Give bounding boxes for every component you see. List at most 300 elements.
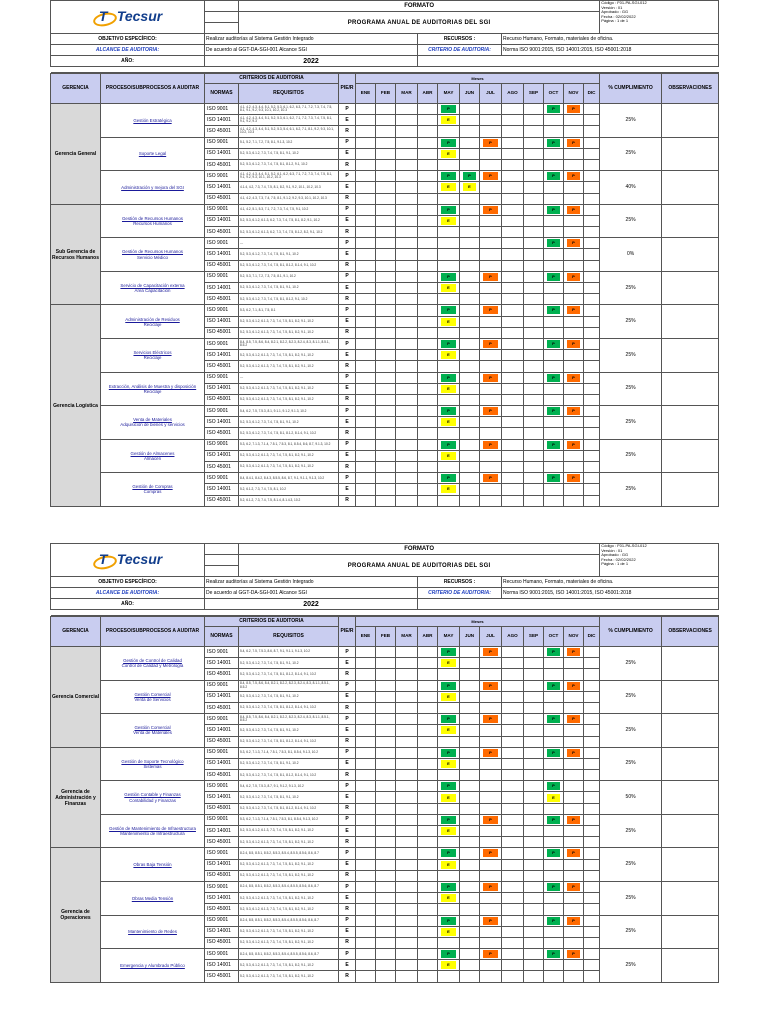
schedule-cell-ene[interactable]	[356, 260, 376, 271]
schedule-cell-ago[interactable]	[502, 658, 524, 669]
schedule-cell-may[interactable]: E	[438, 758, 460, 769]
schedule-cell-dic[interactable]	[584, 736, 600, 747]
schedule-cell-jun[interactable]	[460, 406, 480, 417]
schedule-cell-oct[interactable]	[544, 859, 564, 870]
schedule-cell-may[interactable]: P	[438, 949, 460, 960]
schedule-cell-ene[interactable]	[356, 881, 376, 892]
schedule-cell-dic[interactable]	[584, 227, 600, 238]
schedule-cell-ene[interactable]	[356, 781, 376, 792]
schedule-cell-sep[interactable]	[524, 870, 544, 881]
schedule-cell-jul[interactable]	[480, 428, 502, 439]
schedule-cell-feb[interactable]	[376, 137, 396, 148]
schedule-cell-jul[interactable]	[480, 316, 502, 327]
schedule-cell-may[interactable]: P	[438, 104, 460, 115]
schedule-cell-jun[interactable]	[460, 736, 480, 747]
schedule-cell-abr[interactable]	[418, 260, 438, 271]
schedule-cell-sep[interactable]	[524, 747, 544, 758]
process-link[interactable]: Gestión de Control de Calidad Control de Calidad y Metrología	[101, 647, 205, 681]
schedule-cell-abr[interactable]	[418, 881, 438, 892]
schedule-cell-nov[interactable]: P	[564, 204, 584, 215]
process-link[interactable]: Mantenimiento de Redes	[101, 915, 205, 949]
schedule-cell-abr[interactable]	[418, 383, 438, 394]
schedule-cell-may[interactable]: P	[438, 305, 460, 316]
schedule-cell-dic[interactable]	[584, 680, 600, 691]
schedule-cell-feb[interactable]	[376, 870, 396, 881]
schedule-cell-ene[interactable]	[356, 372, 376, 383]
schedule-cell-nov[interactable]	[564, 327, 584, 338]
schedule-cell-nov[interactable]	[564, 758, 584, 769]
schedule-cell-jun[interactable]	[460, 193, 480, 204]
observations-cell[interactable]	[662, 406, 719, 440]
schedule-cell-dic[interactable]	[584, 182, 600, 193]
process-link[interactable]: Gestión de Soporte Tecnológico Sistemas	[101, 747, 205, 781]
schedule-cell-jul[interactable]	[480, 383, 502, 394]
schedule-cell-may[interactable]: E	[438, 417, 460, 428]
schedule-cell-ene[interactable]	[356, 115, 376, 126]
schedule-cell-dic[interactable]	[584, 770, 600, 781]
schedule-cell-ago[interactable]	[502, 960, 524, 971]
schedule-cell-feb[interactable]	[376, 725, 396, 736]
schedule-cell-abr[interactable]	[418, 837, 438, 848]
schedule-cell-may[interactable]: E	[438, 960, 460, 971]
schedule-cell-ago[interactable]	[502, 171, 524, 182]
schedule-cell-feb[interactable]	[376, 316, 396, 327]
schedule-cell-jun[interactable]	[460, 428, 480, 439]
schedule-cell-may[interactable]: P	[438, 781, 460, 792]
schedule-cell-mar[interactable]	[396, 736, 418, 747]
schedule-cell-ene[interactable]	[356, 647, 376, 658]
schedule-cell-oct[interactable]: E	[544, 792, 564, 803]
schedule-cell-feb[interactable]	[376, 104, 396, 115]
schedule-cell-jul[interactable]: P	[480, 305, 502, 316]
schedule-cell-ago[interactable]	[502, 305, 524, 316]
schedule-cell-jun[interactable]	[460, 104, 480, 115]
schedule-cell-abr[interactable]	[418, 115, 438, 126]
schedule-cell-dic[interactable]	[584, 904, 600, 915]
schedule-cell-ago[interactable]	[502, 406, 524, 417]
schedule-cell-jul[interactable]	[480, 904, 502, 915]
schedule-cell-nov[interactable]	[564, 462, 584, 473]
schedule-cell-ene[interactable]	[356, 283, 376, 294]
schedule-cell-feb[interactable]	[376, 926, 396, 937]
schedule-cell-may[interactable]: E	[438, 350, 460, 361]
schedule-cell-feb[interactable]	[376, 859, 396, 870]
observations-cell[interactable]	[662, 473, 719, 507]
schedule-cell-ago[interactable]	[502, 747, 524, 758]
schedule-cell-may[interactable]: E	[438, 316, 460, 327]
schedule-cell-sep[interactable]	[524, 473, 544, 484]
schedule-cell-may[interactable]: P	[438, 814, 460, 825]
schedule-cell-may[interactable]	[438, 870, 460, 881]
schedule-cell-abr[interactable]	[418, 193, 438, 204]
schedule-cell-jul[interactable]: P	[480, 647, 502, 658]
schedule-cell-jun[interactable]	[460, 294, 480, 305]
schedule-cell-sep[interactable]	[524, 294, 544, 305]
schedule-cell-may[interactable]	[438, 394, 460, 405]
schedule-cell-abr[interactable]	[418, 680, 438, 691]
schedule-cell-nov[interactable]: P	[564, 104, 584, 115]
schedule-cell-nov[interactable]	[564, 736, 584, 747]
schedule-cell-may[interactable]: P	[438, 406, 460, 417]
schedule-cell-may[interactable]: P	[438, 204, 460, 215]
schedule-cell-sep[interactable]	[524, 803, 544, 814]
schedule-cell-ene[interactable]	[356, 204, 376, 215]
schedule-cell-jun[interactable]	[460, 450, 480, 461]
schedule-cell-jul[interactable]	[480, 350, 502, 361]
schedule-cell-oct[interactable]	[544, 260, 564, 271]
schedule-cell-oct[interactable]	[544, 736, 564, 747]
schedule-cell-nov[interactable]: P	[564, 305, 584, 316]
schedule-cell-ene[interactable]	[356, 450, 376, 461]
schedule-cell-dic[interactable]	[584, 781, 600, 792]
schedule-cell-dic[interactable]	[584, 417, 600, 428]
schedule-cell-may[interactable]: E	[438, 215, 460, 226]
schedule-cell-nov[interactable]: P	[564, 171, 584, 182]
schedule-cell-feb[interactable]	[376, 770, 396, 781]
process-link[interactable]: Venta de Materiales Adquisición de bienes y servicios	[101, 406, 205, 440]
schedule-cell-may[interactable]	[438, 227, 460, 238]
process-link[interactable]: Gestión de Mantenimiento de Infraestructura Mantenimiento de Infraestructura	[101, 814, 205, 848]
schedule-cell-dic[interactable]	[584, 484, 600, 495]
schedule-cell-oct[interactable]	[544, 758, 564, 769]
schedule-cell-oct[interactable]	[544, 658, 564, 669]
schedule-cell-jun[interactable]	[460, 361, 480, 372]
schedule-cell-dic[interactable]	[584, 115, 600, 126]
schedule-cell-ago[interactable]	[502, 361, 524, 372]
schedule-cell-jun[interactable]	[460, 937, 480, 948]
schedule-cell-jun[interactable]	[460, 316, 480, 327]
schedule-cell-may[interactable]: P	[438, 714, 460, 725]
schedule-cell-oct[interactable]: P	[544, 238, 564, 249]
schedule-cell-oct[interactable]	[544, 115, 564, 126]
schedule-cell-feb[interactable]	[376, 971, 396, 982]
schedule-cell-sep[interactable]	[524, 960, 544, 971]
schedule-cell-mar[interactable]	[396, 702, 418, 713]
schedule-cell-may[interactable]	[438, 904, 460, 915]
schedule-cell-abr[interactable]	[418, 294, 438, 305]
schedule-cell-ago[interactable]	[502, 383, 524, 394]
schedule-cell-ene[interactable]	[356, 137, 376, 148]
schedule-cell-dic[interactable]	[584, 826, 600, 837]
schedule-cell-jun[interactable]	[460, 747, 480, 758]
schedule-cell-oct[interactable]	[544, 937, 564, 948]
schedule-cell-may[interactable]: E	[438, 148, 460, 159]
schedule-cell-mar[interactable]	[396, 881, 418, 892]
schedule-cell-jun[interactable]	[460, 870, 480, 881]
schedule-cell-dic[interactable]	[584, 171, 600, 182]
schedule-cell-ene[interactable]	[356, 417, 376, 428]
schedule-cell-sep[interactable]	[524, 338, 544, 349]
schedule-cell-nov[interactable]	[564, 316, 584, 327]
schedule-cell-feb[interactable]	[376, 115, 396, 126]
schedule-cell-mar[interactable]	[396, 338, 418, 349]
schedule-cell-oct[interactable]	[544, 227, 564, 238]
schedule-cell-abr[interactable]	[418, 171, 438, 182]
schedule-cell-dic[interactable]	[584, 848, 600, 859]
schedule-cell-feb[interactable]	[376, 714, 396, 725]
schedule-cell-feb[interactable]	[376, 792, 396, 803]
schedule-cell-nov[interactable]	[564, 691, 584, 702]
schedule-cell-dic[interactable]	[584, 283, 600, 294]
schedule-cell-jun[interactable]	[460, 658, 480, 669]
schedule-cell-mar[interactable]	[396, 826, 418, 837]
schedule-cell-jun[interactable]	[460, 826, 480, 837]
schedule-cell-jul[interactable]	[480, 361, 502, 372]
schedule-cell-jun[interactable]	[460, 115, 480, 126]
schedule-cell-jul[interactable]: P	[480, 171, 502, 182]
schedule-cell-abr[interactable]	[418, 417, 438, 428]
schedule-cell-abr[interactable]	[418, 283, 438, 294]
schedule-cell-jun[interactable]	[460, 770, 480, 781]
schedule-cell-feb[interactable]	[376, 305, 396, 316]
schedule-cell-dic[interactable]	[584, 450, 600, 461]
schedule-cell-jun[interactable]	[460, 338, 480, 349]
schedule-cell-jun[interactable]	[460, 814, 480, 825]
schedule-cell-mar[interactable]	[396, 680, 418, 691]
schedule-cell-ago[interactable]	[502, 859, 524, 870]
schedule-cell-feb[interactable]	[376, 904, 396, 915]
schedule-cell-jul[interactable]	[480, 495, 502, 506]
schedule-cell-jul[interactable]: P	[480, 881, 502, 892]
schedule-cell-ene[interactable]	[356, 770, 376, 781]
schedule-cell-jun[interactable]	[460, 792, 480, 803]
schedule-cell-ago[interactable]	[502, 316, 524, 327]
schedule-cell-dic[interactable]	[584, 859, 600, 870]
schedule-cell-jul[interactable]	[480, 227, 502, 238]
schedule-cell-abr[interactable]	[418, 473, 438, 484]
schedule-cell-jun[interactable]	[460, 960, 480, 971]
schedule-cell-mar[interactable]	[396, 814, 418, 825]
schedule-cell-mar[interactable]	[396, 283, 418, 294]
schedule-cell-nov[interactable]	[564, 702, 584, 713]
schedule-cell-sep[interactable]	[524, 462, 544, 473]
schedule-cell-nov[interactable]	[564, 394, 584, 405]
schedule-cell-ago[interactable]	[502, 893, 524, 904]
schedule-cell-feb[interactable]	[376, 881, 396, 892]
schedule-cell-jul[interactable]	[480, 937, 502, 948]
schedule-cell-jul[interactable]: P	[480, 814, 502, 825]
schedule-cell-jun[interactable]	[460, 148, 480, 159]
schedule-cell-ago[interactable]	[502, 338, 524, 349]
schedule-cell-jul[interactable]	[480, 702, 502, 713]
schedule-cell-jul[interactable]	[480, 126, 502, 137]
schedule-cell-mar[interactable]	[396, 837, 418, 848]
schedule-cell-abr[interactable]	[418, 148, 438, 159]
schedule-cell-sep[interactable]	[524, 881, 544, 892]
schedule-cell-abr[interactable]	[418, 826, 438, 837]
schedule-cell-ene[interactable]	[356, 859, 376, 870]
schedule-cell-nov[interactable]	[564, 428, 584, 439]
schedule-cell-jul[interactable]	[480, 837, 502, 848]
schedule-cell-sep[interactable]	[524, 148, 544, 159]
schedule-cell-feb[interactable]	[376, 658, 396, 669]
schedule-cell-abr[interactable]	[418, 271, 438, 282]
schedule-cell-abr[interactable]	[418, 814, 438, 825]
schedule-cell-dic[interactable]	[584, 271, 600, 282]
schedule-cell-dic[interactable]	[584, 669, 600, 680]
schedule-cell-feb[interactable]	[376, 417, 396, 428]
schedule-cell-mar[interactable]	[396, 893, 418, 904]
schedule-cell-ene[interactable]	[356, 361, 376, 372]
schedule-cell-mar[interactable]	[396, 361, 418, 372]
schedule-cell-sep[interactable]	[524, 691, 544, 702]
process-link[interactable]: Gestión Estratégica	[101, 104, 205, 138]
schedule-cell-mar[interactable]	[396, 204, 418, 215]
schedule-cell-abr[interactable]	[418, 338, 438, 349]
schedule-cell-oct[interactable]: P	[544, 680, 564, 691]
schedule-cell-nov[interactable]: P	[564, 338, 584, 349]
schedule-cell-ago[interactable]	[502, 837, 524, 848]
schedule-cell-sep[interactable]	[524, 680, 544, 691]
schedule-cell-jul[interactable]: P	[480, 439, 502, 450]
schedule-cell-feb[interactable]	[376, 462, 396, 473]
schedule-cell-feb[interactable]	[376, 473, 396, 484]
schedule-cell-jul[interactable]	[480, 115, 502, 126]
schedule-cell-sep[interactable]	[524, 204, 544, 215]
schedule-cell-ago[interactable]	[502, 848, 524, 859]
schedule-cell-abr[interactable]	[418, 484, 438, 495]
schedule-cell-ene[interactable]	[356, 893, 376, 904]
schedule-cell-sep[interactable]	[524, 159, 544, 170]
schedule-cell-may[interactable]: E	[438, 826, 460, 837]
schedule-cell-may[interactable]: P	[438, 647, 460, 658]
schedule-cell-mar[interactable]	[396, 238, 418, 249]
schedule-cell-ene[interactable]	[356, 691, 376, 702]
schedule-cell-ago[interactable]	[502, 758, 524, 769]
schedule-cell-may[interactable]: E	[438, 182, 460, 193]
schedule-cell-may[interactable]: E	[438, 725, 460, 736]
schedule-cell-oct[interactable]: P	[544, 714, 564, 725]
schedule-cell-mar[interactable]	[396, 372, 418, 383]
observations-cell[interactable]	[662, 204, 719, 238]
schedule-cell-jun[interactable]	[460, 238, 480, 249]
schedule-cell-ago[interactable]	[502, 182, 524, 193]
schedule-cell-jul[interactable]: P	[480, 949, 502, 960]
schedule-cell-jun[interactable]	[460, 893, 480, 904]
schedule-cell-mar[interactable]	[396, 859, 418, 870]
schedule-cell-nov[interactable]	[564, 826, 584, 837]
schedule-cell-sep[interactable]	[524, 758, 544, 769]
schedule-cell-jul[interactable]: P	[480, 473, 502, 484]
schedule-cell-feb[interactable]	[376, 647, 396, 658]
schedule-cell-jul[interactable]: P	[480, 680, 502, 691]
schedule-cell-jul[interactable]	[480, 971, 502, 982]
schedule-cell-ago[interactable]	[502, 949, 524, 960]
schedule-cell-ago[interactable]	[502, 439, 524, 450]
schedule-cell-abr[interactable]	[418, 904, 438, 915]
schedule-cell-feb[interactable]	[376, 215, 396, 226]
schedule-cell-nov[interactable]	[564, 361, 584, 372]
schedule-cell-abr[interactable]	[418, 859, 438, 870]
schedule-cell-ene[interactable]	[356, 473, 376, 484]
schedule-cell-oct[interactable]: P	[544, 747, 564, 758]
observations-cell[interactable]	[662, 338, 719, 372]
schedule-cell-nov[interactable]	[564, 837, 584, 848]
schedule-cell-jul[interactable]	[480, 193, 502, 204]
schedule-cell-jul[interactable]	[480, 826, 502, 837]
schedule-cell-ene[interactable]	[356, 960, 376, 971]
process-link[interactable]: Administración de Residuos Reciclaje	[101, 305, 205, 339]
schedule-cell-abr[interactable]	[418, 647, 438, 658]
schedule-cell-may[interactable]: P	[438, 915, 460, 926]
schedule-cell-dic[interactable]	[584, 350, 600, 361]
schedule-cell-feb[interactable]	[376, 893, 396, 904]
schedule-cell-jun[interactable]	[460, 473, 480, 484]
schedule-cell-ene[interactable]	[356, 294, 376, 305]
schedule-cell-feb[interactable]	[376, 227, 396, 238]
schedule-cell-mar[interactable]	[396, 758, 418, 769]
schedule-cell-ago[interactable]	[502, 473, 524, 484]
schedule-cell-jun[interactable]: E	[460, 182, 480, 193]
schedule-cell-feb[interactable]	[376, 338, 396, 349]
schedule-cell-jun[interactable]	[460, 781, 480, 792]
schedule-cell-oct[interactable]: P	[544, 781, 564, 792]
schedule-cell-oct[interactable]: P	[544, 137, 564, 148]
schedule-cell-dic[interactable]	[584, 126, 600, 137]
schedule-cell-jul[interactable]	[480, 283, 502, 294]
schedule-cell-jul[interactable]	[480, 484, 502, 495]
schedule-cell-abr[interactable]	[418, 960, 438, 971]
schedule-cell-abr[interactable]	[418, 949, 438, 960]
schedule-cell-nov[interactable]	[564, 770, 584, 781]
schedule-cell-abr[interactable]	[418, 249, 438, 260]
schedule-cell-nov[interactable]: P	[564, 949, 584, 960]
observations-cell[interactable]	[662, 848, 719, 882]
schedule-cell-nov[interactable]: P	[564, 647, 584, 658]
schedule-cell-abr[interactable]	[418, 893, 438, 904]
schedule-cell-oct[interactable]	[544, 350, 564, 361]
schedule-cell-ene[interactable]	[356, 702, 376, 713]
schedule-cell-mar[interactable]	[396, 473, 418, 484]
schedule-cell-sep[interactable]	[524, 283, 544, 294]
schedule-cell-feb[interactable]	[376, 691, 396, 702]
schedule-cell-jun[interactable]	[460, 271, 480, 282]
schedule-cell-abr[interactable]	[418, 126, 438, 137]
schedule-cell-nov[interactable]	[564, 115, 584, 126]
observations-cell[interactable]	[662, 781, 719, 815]
schedule-cell-mar[interactable]	[396, 271, 418, 282]
schedule-cell-oct[interactable]: P	[544, 473, 564, 484]
schedule-cell-dic[interactable]	[584, 747, 600, 758]
schedule-cell-dic[interactable]	[584, 305, 600, 316]
schedule-cell-oct[interactable]	[544, 462, 564, 473]
schedule-cell-ene[interactable]	[356, 837, 376, 848]
schedule-cell-ago[interactable]	[502, 394, 524, 405]
schedule-cell-dic[interactable]	[584, 249, 600, 260]
schedule-cell-dic[interactable]	[584, 758, 600, 769]
schedule-cell-ago[interactable]	[502, 770, 524, 781]
schedule-cell-jul[interactable]	[480, 238, 502, 249]
schedule-cell-nov[interactable]	[564, 792, 584, 803]
schedule-cell-jun[interactable]	[460, 915, 480, 926]
process-link[interactable]: Servicios Eléctricos Reciclaje	[101, 338, 205, 372]
schedule-cell-may[interactable]	[438, 971, 460, 982]
schedule-cell-abr[interactable]	[418, 747, 438, 758]
schedule-cell-nov[interactable]	[564, 193, 584, 204]
process-link[interactable]: Gestión de Recursos Humanos Servicio Médico	[101, 238, 205, 272]
observations-cell[interactable]	[662, 137, 719, 171]
schedule-cell-oct[interactable]: P	[544, 406, 564, 417]
schedule-cell-dic[interactable]	[584, 327, 600, 338]
schedule-cell-ago[interactable]	[502, 781, 524, 792]
schedule-cell-feb[interactable]	[376, 406, 396, 417]
schedule-cell-ene[interactable]	[356, 406, 376, 417]
schedule-cell-feb[interactable]	[376, 747, 396, 758]
schedule-cell-ago[interactable]	[502, 193, 524, 204]
schedule-cell-abr[interactable]	[418, 803, 438, 814]
schedule-cell-mar[interactable]	[396, 971, 418, 982]
schedule-cell-dic[interactable]	[584, 949, 600, 960]
